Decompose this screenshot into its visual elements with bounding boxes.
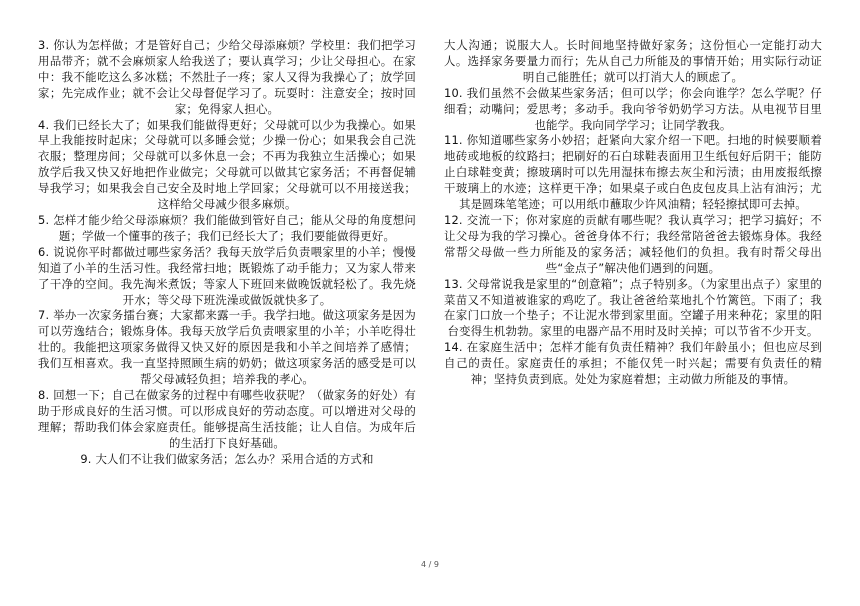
paragraph: 8. 回想一下；自己在做家务的过程中有哪些收获呢？（做家务的好处）有助于形成良好的生活习惯。可以形成良好的劳动态度。可以增进对父母的理解；帮助我们体会家庭责任。能够提高生活技能；让人自信。为成年后的生活打下良好基础。 [38,387,416,450]
paragraph: 5. 怎样才能少给父母添麻烦？我们能做到管好自己；能从父母的角度想问题；学做一个懂事的孩子；我们已经长大了；我们要能做得更好。 [38,212,416,243]
paragraph: 14. 在家庭生活中；怎样才能有负责任精神？我们年龄虽小；但也应尽到自己的责任。家庭责任的承担；不能仅凭一时兴起；需要有负责任的精神；坚持负责到底。处处为家庭着想；主动做力所能及的事情。 [444,340,822,387]
page-indicator: 4 / 9 [421,560,439,569]
paragraph: 6. 说说你平时都做过哪些家务活？我每天放学后负责喂家里的小羊；慢慢知道了小羊的生活习性。我经常扫地；既锻炼了动手能力；又为家人带来了干净的空间。我先淘米煮饭；等家人下班回来做晚饭就轻松了。我先烧开水；等父母下班洗澡或做饭就快多了。 [38,244,416,307]
paragraph: 4. 我们已经长大了；如果我们能做得更好；父母就可以少为我操心。如果早上我能按时起床；父母就可以多睡会觉；少操一份心；如果我会自己洗衣服；整理房间；父母就可以多休息一会；不再为我独立生活操心；如果放学后我又快又好地把作业做完；父母就可以做其它家务活；不再督促辅导我学习；如果我会自己安全及时地上学回家；父母就可以不用接送我；这样给父母减少很多麻烦。 [38,117,416,212]
paragraph: 12. 交流一下；你对家庭的贡献有哪些呢？我认真学习；把学习搞好；不让父母为我的学习操心。爸爸身体不行；我经常陪爸爸去锻炼身体。我经常帮父母做一些力所能及的家务活；减轻他们的负担。我有时帮父母出些“金点子”解决他们遇到的问题。 [444,212,822,275]
paragraph: 7. 举办一次家务擂台赛；大家都来露一手。我学扫地。做这项家务是因为可以劳逸结合；锻炼身体。我每天放学后负责喂家里的小羊；小羊吃得壮壮的。我能把这项家务做得又快又好的原因是我和小羊之间培养了感情；我们互相喜欢。我一直坚持照顾生病的奶奶；做这项家务活的感受是可以帮父母减轻负担；培养我的孝心。 [38,308,416,387]
paragraph: 13. 父母常说我是家里的“创意箱”；点子特别多。（为家里出点子）家里的菜苗又不知道被谁家的鸡吃了。我让爸爸给菜地扎个竹篱笆。下雨了；我在家门口放一个垫子；不让泥水带到家里面。空罐子用来种花；家里的阳台变得生机勃勃。家里的电器产品不用时及时关掉；可以节省不少开支。 [444,276,822,339]
paragraph: 11. 你知道哪些家务小妙招；赶紧向大家介绍一下吧。扫地的时候要顺着地砖或地板的纹路扫；把刷好的石白球鞋表面用卫生纸包好后阴干；能防止白球鞋变黄；擦玻璃时可以先用湿抹布擦去灰尘和污渍；由用废报纸擦干玻璃上的水迹；这样更干净；如果桌子或白色皮包皮具上沾有油污；尤其是圆珠笔笔迹；可以用纸巾蘸取少许风油精；轻轻擦拭即可去掉。 [444,133,822,212]
left-column [38,38,416,467]
paragraph: 大人沟通；说服大人。长时间地坚持做好家务；这份恒心一定能打动大人。选择家务要量力而行；先从自己力所能及的事情开始；用实际行动证明自己能胜任；就可以打消大人的顾虑了。 [444,38,822,84]
paragraph: 9. 大人们不让我们做家务活；怎么办？采用合适的方式和 [80,451,374,466]
paragraph: 3. 你认为怎样做；才是管好自己；少给父母添麻烦？学校里：我们把学习用品带齐；就不会麻烦家人给我送了；要认真学习；少让父母担心。在家中：我不能吃这么多冰糕；不然肚子一疼；家人又得为我操心了；放学回家；先完成作业；就不会让父母督促学习了。玩耍时：注意安全；按时回家；免得家人担心。 [38,38,416,116]
right-column [444,38,822,388]
paragraph: 10. 我们虽然不会做某些家务活；但可以学；你会向谁学？怎么学呢？仔细看；动嘴问；爱思考；多动手。我向爷爷奶奶学习方法。从电视节目里也能学。我向同学学习；让同学教我。 [444,85,822,132]
